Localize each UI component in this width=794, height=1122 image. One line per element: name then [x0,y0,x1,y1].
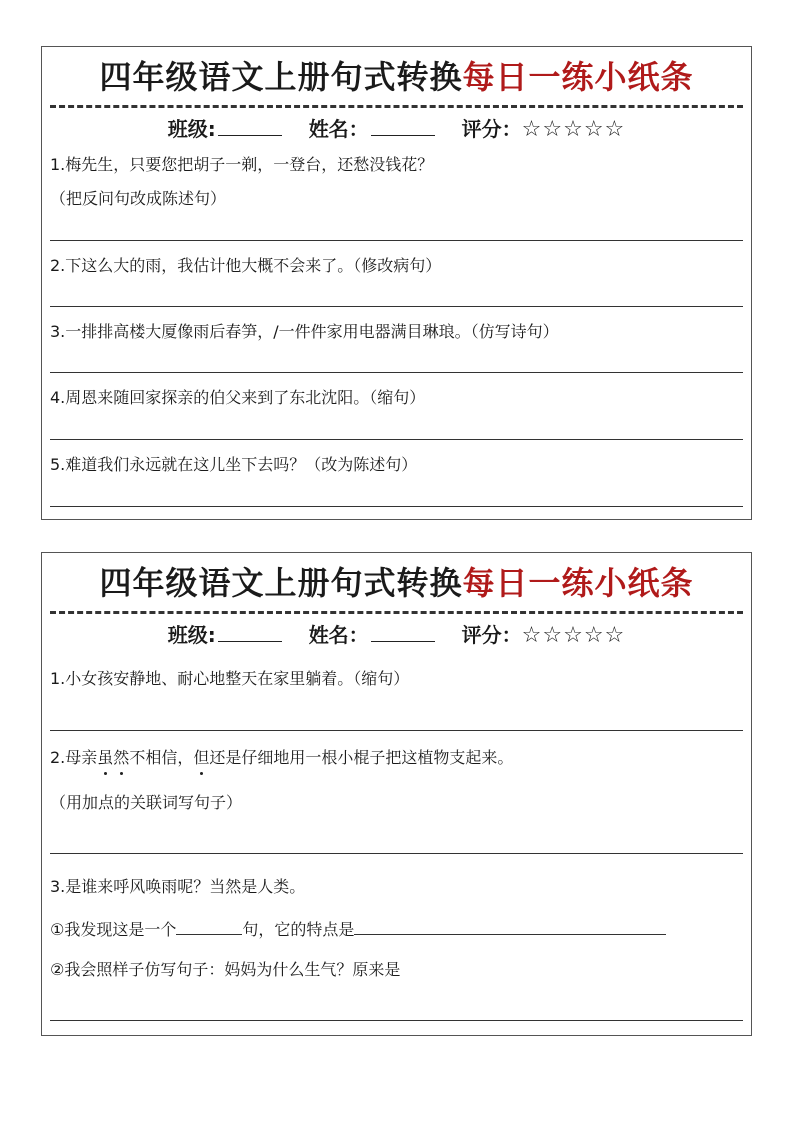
dashed-divider [50,611,743,614]
dotted-char: 然 [113,746,129,770]
answer-line-5[interactable] [50,506,743,507]
card-title [42,55,751,99]
title-highlight: 每日一练小纸条 [462,564,694,602]
feature-blank[interactable] [354,916,666,935]
question-1: 1.小女孩安静地、耐心地整天在家里躺着。（缩句） [50,669,410,688]
name-blank[interactable] [371,113,435,136]
class-blank[interactable] [218,113,282,136]
question-2-instruction: （用加点的关联词写句子） [50,793,243,812]
dashed-divider [50,105,743,108]
class-label: 班级: [167,623,216,647]
title-main: 四年级语文上册句式转换 [99,58,463,96]
answer-line-1[interactable] [50,730,743,731]
question-3: 3.一排排高楼大厦像雨后春笋，/一件件家用电器满目琳琅。（仿写诗句） [50,322,559,341]
class-blank[interactable] [218,619,282,642]
answer-line-2[interactable] [50,853,743,854]
dotted-char: 但 [193,746,209,770]
exercise-card-1 [41,46,752,520]
card-title [42,561,751,605]
exercise-card-2 [41,552,752,1036]
class-label: 班级: [167,117,216,141]
answer-line-3[interactable] [50,1020,743,1021]
question-3-part-1: ①我发现这是一个 句，它的特点是 [50,916,666,942]
dotted-char: 虽 [97,746,113,770]
question-1-instruction: （把反问句改成陈述句） [50,189,227,208]
star-rating[interactable]: ☆☆☆☆☆ [521,623,626,648]
student-info-row [42,619,751,651]
answer-line-1[interactable] [50,240,743,241]
question-3: 3.是谁来呼风唤雨呢？当然是人类。 [50,877,306,896]
student-info-row [42,113,751,145]
score-label: 评分： [461,117,522,141]
title-highlight: 每日一练小纸条 [462,58,694,96]
answer-line-2[interactable] [50,306,743,307]
title-main: 四年级语文上册句式转换 [99,564,463,602]
name-label: 姓名： [308,623,369,647]
question-4: 4.周恩来随回家探亲的伯父来到了东北沈阳。（缩句） [50,388,426,407]
question-3-part-2: ②我会照样子仿写句子：妈妈为什么生气？原来是 [50,960,401,979]
name-label: 姓名： [308,117,369,141]
sentence-type-blank[interactable] [176,916,242,935]
question-2: 2.下这么大的雨，我估计他大概不会来了。（修改病句） [50,256,442,275]
star-rating[interactable]: ☆☆☆☆☆ [521,117,626,142]
score-label: 评分： [461,623,522,647]
question-5: 5.难道我们永远就在这儿坐下去吗？（改为陈述句） [50,455,418,474]
answer-line-3[interactable] [50,372,743,373]
question-1: 1.梅先生，只要您把胡子一剃，一登台，还愁没钱花？ [50,155,434,174]
answer-line-4[interactable] [50,439,743,440]
question-2: 2.母亲虽然不相信，但还是仔细地用一根小棍子把这植物支起来。 [50,746,513,770]
name-blank[interactable] [371,619,435,642]
